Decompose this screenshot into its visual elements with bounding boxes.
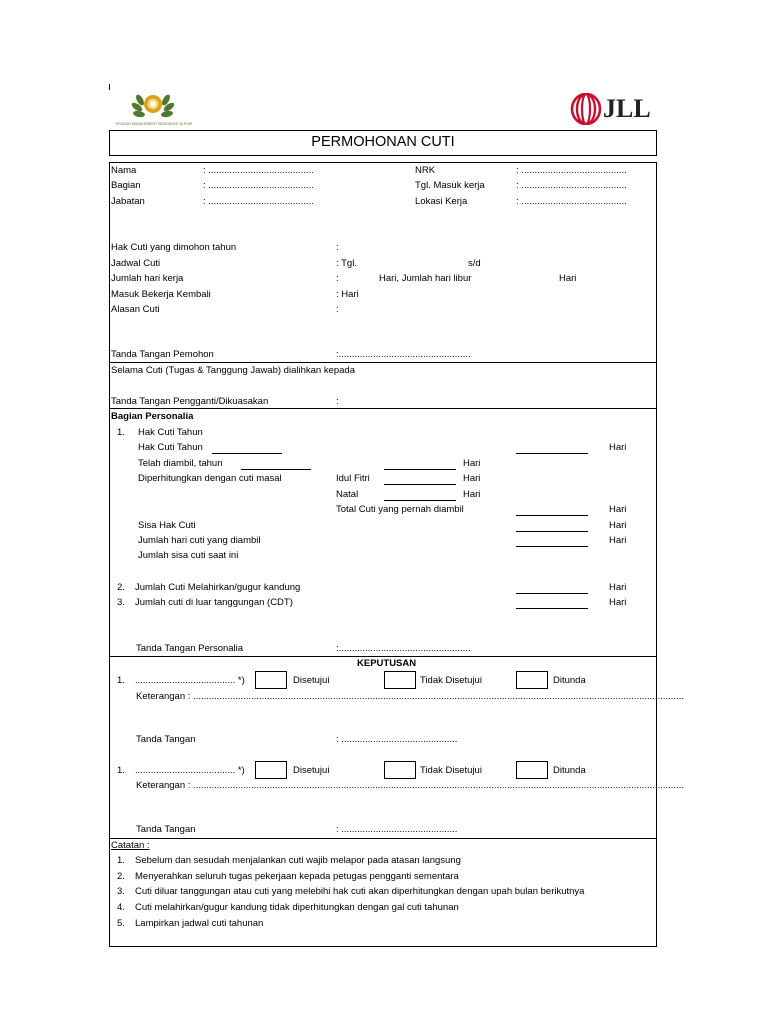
item3-unit: Hari — [609, 597, 627, 608]
corner-tick — [109, 84, 110, 90]
item2-label: Jumlah Cuti Melahirkan/gugur kandung — [135, 582, 301, 593]
ttd-pemohon-label: Tanda Tangan Pemohon — [111, 349, 214, 360]
catatan-item-text: Sebelum dan sesudah menjalankan cuti wajib melapor pada atasan langsung — [135, 855, 461, 866]
decision2-ttd-field[interactable]: : ............................................ — [336, 824, 458, 835]
diperhitungkan-label: Diperhitungkan dengan cuti masal — [138, 473, 282, 484]
catatan-item-text: Menyerahkan seluruh tugas pekerjaan kepada petugas pengganti sementara — [135, 871, 459, 882]
item3-line[interactable] — [516, 608, 588, 609]
item3-number: 3. — [117, 597, 125, 608]
sisa-hak-label: Sisa Hak Cuti — [138, 520, 196, 531]
jabatan-field[interactable]: : ........................................ — [203, 196, 314, 207]
alasan-label: Alasan Cuti — [111, 304, 160, 315]
decision2-tidak-label: Tidak Disetujui — [420, 765, 482, 776]
jumlah-hari-libur[interactable]: Hari, Jumlah hari libur — [379, 273, 472, 284]
telah-diambil-year-line[interactable] — [241, 469, 311, 470]
jadwal-sd: s/d — [468, 258, 481, 269]
keputusan-heading: KEPUTUSAN — [357, 658, 417, 669]
decision2-tidak-checkbox[interactable] — [384, 761, 416, 779]
nrk-field[interactable]: : ........................................ — [516, 165, 627, 176]
decision1-number: 1. — [117, 675, 125, 686]
tgl-masuk-label: Tgl. Masuk kerja — [415, 180, 485, 191]
jumlah-diambil-label: Jumlah hari cuti yang diambil — [138, 535, 261, 546]
item1-number: 1. — [117, 427, 125, 438]
natal-line[interactable] — [384, 500, 456, 501]
decision1-ditunda-checkbox[interactable] — [516, 671, 548, 689]
bagian-field[interactable]: : ........................................ — [203, 180, 314, 191]
telah-diambil-unit: Hari — [463, 458, 481, 469]
decision1-keterangan[interactable]: Keterangan : .......................................................................................................................................................................................... — [136, 691, 684, 702]
form-title: PERMOHONAN CUTI — [311, 134, 455, 150]
masuk-kembali-field[interactable]: : Hari — [336, 289, 359, 300]
catatan-item-number: 5. — [117, 918, 125, 929]
sisa-hak-line[interactable] — [516, 531, 588, 532]
ttd-personalia-label: Tanda Tangan Personalia — [136, 643, 244, 654]
decision2-keterangan[interactable]: Keterangan : .......................................................................................................................................................................................... — [136, 780, 684, 791]
total-cuti-line[interactable] — [516, 515, 588, 516]
masuk-kembali-label: Masuk Bekerja Kembali — [111, 289, 211, 300]
catatan-item-text: Lampirkan jadwal cuti tahunan — [135, 918, 264, 929]
bagian-label: Bagian — [111, 180, 141, 191]
catatan-item-text: Cuti diluar tanggungan atau cuti yang melebihi hak cuti akan diperhitungkan dengan upah bulan berikutnya — [135, 886, 585, 897]
decision1-ttd-field[interactable]: : ............................................ — [336, 734, 458, 745]
idul-fitri-unit: Hari — [463, 473, 481, 484]
hak-cuti-field[interactable]: : — [336, 242, 339, 253]
hak-tahun-label: Hak Cuti Tahun — [138, 442, 203, 453]
item2-line[interactable] — [516, 593, 588, 594]
sisa-hak-unit: Hari — [609, 520, 627, 531]
idul-fitri-line[interactable] — [384, 484, 456, 485]
catatan-item-number: 1. — [117, 855, 125, 866]
idul-fitri-label: Idul Fitri — [336, 473, 370, 484]
decision1-ttd-label: Tanda Tangan — [136, 734, 196, 745]
total-cuti-unit: Hari — [609, 504, 627, 515]
natal-unit: Hari — [463, 489, 481, 500]
decision2-approver[interactable]: ...................................... *) — [135, 765, 245, 776]
catatan-heading: Catatan : — [111, 840, 150, 851]
handover-text: Selama Cuti (Tugas & Tanggung Jawab) dialihkan kepada — [111, 365, 355, 376]
ttd-pemohon-field[interactable]: :.................................................. — [336, 349, 471, 360]
hak-tahun-value-line[interactable] — [516, 453, 588, 454]
decision1-tidak-checkbox[interactable] — [384, 671, 416, 689]
catatan-item-number: 2. — [117, 871, 125, 882]
decision2-ditunda-label: Ditunda — [553, 765, 586, 776]
jadwal-label: Jadwal Cuti — [111, 258, 161, 269]
nama-label: Nama — [111, 165, 137, 176]
telah-diambil-value-line[interactable] — [384, 469, 456, 470]
ttd-pengganti-field[interactable]: : — [336, 396, 339, 407]
personalia-heading: Bagian Personalia — [111, 411, 194, 422]
decision2-disetujui-checkbox[interactable] — [255, 761, 287, 779]
decision1-tidak-label: Tidak Disetujui — [420, 675, 482, 686]
logo-left-caption: PIYANDO MANAGEMENT RESIDENCE @ PURI — [115, 122, 193, 126]
divider-after-request — [109, 362, 657, 363]
item2-unit: Hari — [609, 582, 627, 593]
natal-label: Natal — [336, 489, 359, 500]
jumlah-hari-label: Jumlah hari kerja — [111, 273, 184, 284]
ttd-pengganti-label: Tanda Tangan Pengganti/Dikuasakan — [111, 396, 269, 407]
tgl-masuk-field[interactable]: : ........................................ — [516, 180, 627, 191]
item3-label: Jumlah cuti di luar tanggungan (CDT) — [135, 597, 293, 608]
jadwal-field[interactable]: : Tgl. — [336, 258, 357, 269]
item2-number: 2. — [117, 582, 125, 593]
jabatan-label: Jabatan — [111, 196, 145, 207]
lokasi-field[interactable]: : ........................................ — [516, 196, 627, 207]
hak-cuti-label: Hak Cuti yang dimohon tahun — [111, 242, 237, 253]
item1-label: Hak Cuti Tahun — [138, 427, 203, 438]
catatan-item-text: Cuti melahirkan/gugur kandung tidak diperhitungkan dengan gal cuti tahunan — [135, 902, 459, 913]
lokasi-label: Lokasi Kerja — [415, 196, 468, 207]
nama-field[interactable]: : ........................................ — [203, 165, 314, 176]
ttd-personalia-field[interactable]: :.................................................. — [336, 643, 471, 654]
company-logo-left — [108, 86, 200, 130]
decision2-ditunda-checkbox[interactable] — [516, 761, 548, 779]
total-cuti-label: Total Cuti yang pernah diambil — [336, 504, 464, 515]
decision2-ttd-label: Tanda Tangan — [136, 824, 196, 835]
decision2-number: 1. — [117, 765, 125, 776]
decision2-disetujui-label: Disetujui — [293, 765, 330, 776]
divider-after-keputusan — [109, 838, 657, 839]
jumlah-sisa-label: Jumlah sisa cuti saat ini — [138, 550, 239, 561]
divider-after-personalia — [109, 656, 657, 657]
jumlah-diambil-line[interactable] — [516, 546, 588, 547]
jumlah-hari-unit: Hari — [559, 273, 577, 284]
alasan-field[interactable]: : — [336, 304, 339, 315]
decision1-approver[interactable]: ...................................... *) — [135, 675, 245, 686]
jumlah-hari-colon: : — [336, 273, 339, 284]
company-logo-right — [570, 93, 651, 125]
jll-symbol-icon — [570, 93, 602, 125]
jumlah-diambil-unit: Hari — [609, 535, 627, 546]
hak-tahun-unit: Hari — [609, 442, 627, 453]
decision1-disetujui-label: Disetujui — [293, 675, 330, 686]
telah-diambil-label: Telah diambil, tahun — [138, 458, 223, 469]
hak-tahun-year-line[interactable] — [212, 453, 282, 454]
catatan-item-number: 4. — [117, 902, 125, 913]
decision1-ditunda-label: Ditunda — [553, 675, 586, 686]
divider-after-handover — [109, 408, 657, 409]
catatan-item-number: 3. — [117, 886, 125, 897]
decision1-disetujui-checkbox[interactable] — [255, 671, 287, 689]
nrk-label: NRK — [415, 165, 436, 176]
jll-wordmark: JLL — [603, 94, 651, 123]
